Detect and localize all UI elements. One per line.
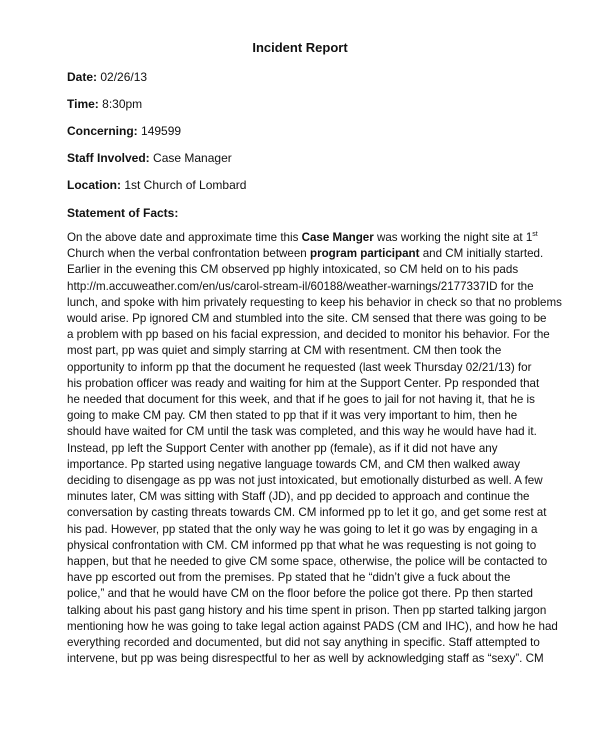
statement-line: lunch, and spoke with him privately requesting to keep his behavior in check so that no problems: [67, 295, 562, 309]
time-field: [67, 97, 142, 111]
statement-line: going to make CM pay. CM then stated to pp that if it was very important to him, then he: [67, 409, 518, 423]
statement-line: importance. Pp started using negative language towards CM, and CM then walked away: [67, 457, 521, 471]
staff-involved-label: Staff Involved:: [67, 151, 150, 165]
statement-line: deciding to disengage as pp was not just intoxicated, but emotionally disturbed as well. A few: [67, 474, 543, 488]
statement-heading: Statement of Facts:: [67, 206, 179, 220]
ordinal-superscript: st: [532, 231, 538, 238]
statement-line: intervene, but pp was being disrespectful to her as well by acknowledging staff as “sexy”. CM: [67, 652, 544, 666]
statement-body: [67, 230, 562, 667]
concerning-value: 149599: [141, 124, 182, 138]
statement-line: happen, but that he needed to give CM some space, otherwise, the police will be contacted to: [67, 555, 548, 569]
statement-line: his probation officer was ready and waiting for him at the Support Center. Pp responded that: [67, 376, 540, 390]
statement-line: his pad. However, pp stated that the only way he was going to let it go was by engaging in a: [67, 522, 538, 536]
statement-text: and CM initially started.: [419, 247, 544, 261]
statement-bold-text: program participant: [309, 247, 420, 261]
statement-line: opportunity to inform pp that the document he requested (last week Thursday 02/21/13) for: [67, 360, 532, 374]
statement-text: was working the night site at 1: [373, 231, 533, 244]
time-label: Time:: [67, 97, 99, 111]
statement-line: everything recorded and documented, but did not say anything in specific. Staff attempted to: [67, 636, 540, 650]
location-value: 1st Church of Lombard: [124, 178, 247, 192]
statement-line: physical confrontation with CM. CM informed pp that what he was requesting is not going to: [67, 538, 537, 552]
statement-line: should have waited for CM until the task was completed, and this way he would have had it.: [67, 425, 537, 439]
statement-line: he needed that document for this week, and that if he goes to jail for not having it, that he is: [67, 393, 535, 407]
statement-line: talking about his past gang history and his time spent in prison. Then pp started talking jargon: [67, 603, 547, 617]
document-title: Incident Report: [252, 40, 348, 55]
date-field: [67, 70, 147, 84]
date-label: Date:: [67, 70, 98, 84]
statement-line: most part, pp was quiet and simply starring at CM with resentment. CM then took the: [67, 344, 502, 358]
statement-line: [67, 246, 544, 262]
time-value: 8:30pm: [102, 97, 143, 111]
concerning-field: [67, 124, 181, 138]
statement-line: conversation by casting threats towards CM. CM informed pp to let it go, and get some rest at: [67, 506, 547, 520]
statement-line: mentioning how he was going to take legal action against PADS (CM and IHC), and how he had: [67, 619, 558, 633]
statement-line: http://m.accuweather.com/en/us/carol-stream-il/60188/weather-warnings/2177337ID for the: [67, 279, 534, 293]
staff-involved-field: [67, 151, 232, 165]
statement-text: On the above date and approximate time this: [67, 231, 302, 244]
concerning-label: Concerning:: [67, 124, 138, 138]
date-value: 02/26/13: [100, 70, 148, 84]
location-label: Location:: [67, 178, 121, 192]
statement-line: would arise. Pp ignored CM and stumbled into the site. CM sensed that there was going to be: [67, 312, 547, 326]
statement-line: Instead, pp left the Support Center with another pp (female), as if it did not have any: [67, 441, 498, 455]
statement-line: minutes later, CM was sitting with Staff (JD), and pp decided to approach and continue the: [67, 490, 530, 504]
statement-line: Earlier in the evening this CM observed pp highly intoxicated, so CM held on to his pads: [67, 263, 519, 277]
statement-line: a problem with pp based on his facial expression, and decided to monitor his behavior. For the: [67, 328, 550, 342]
statement-text: Church when the verbal confrontation between: [67, 247, 310, 261]
statement-bold-text: Case Manger: [301, 231, 374, 244]
location-field: [67, 178, 246, 192]
statement-line: police,” and that he would have CM on the floor before the police got there. Pp then started: [67, 587, 533, 601]
staff-involved-value: Case Manager: [153, 151, 232, 165]
statement-line: [67, 230, 537, 246]
statement-line: have pp escorted out from the premises. Pp stated that he “didn’t give a fuck about the: [67, 571, 511, 585]
